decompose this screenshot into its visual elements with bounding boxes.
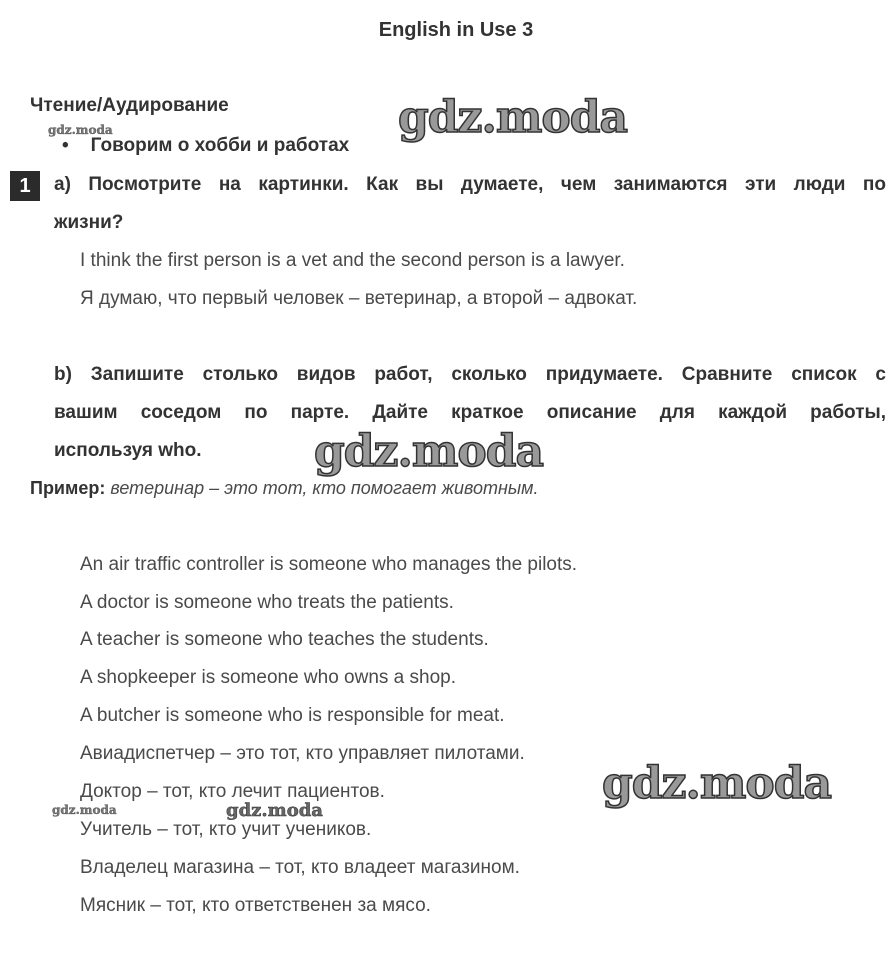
- answer-line: A shopkeeper is someone who owns a shop.: [80, 667, 457, 688]
- part-a-instruction: a) Посмотрите на картинки. Как вы думаете, чем занимаются эти люди по: [54, 174, 886, 195]
- answer-line: Авиадиспетчер – это тот, кто управляет пилотами.: [80, 743, 525, 764]
- example: [30, 478, 539, 499]
- topic-text: Говорим о хобби и работах: [90, 135, 350, 156]
- watermark-logo: gdz.moda: [52, 803, 117, 817]
- part-a-instruction-cont: жизни?: [54, 212, 124, 233]
- answer-line: Доктор – тот, кто лечит пациентов.: [80, 781, 385, 802]
- answer-line: Я думаю, что первый человек – ветеринар, а второй – адвокат.: [80, 288, 638, 309]
- answer-line: Мясник – тот, кто ответственен за мясо.: [80, 895, 431, 916]
- topic-bullet: [62, 135, 349, 157]
- answer-line: A doctor is someone who treats the patients.: [80, 592, 454, 613]
- answer-line: An air traffic controller is someone who manages the pilots.: [80, 554, 578, 575]
- part-b-instruction-cont: вашим соседом по парте. Дайте краткое описание для каждой работы,: [54, 402, 886, 423]
- page-title: English in Use 3: [378, 19, 534, 41]
- part-b-instruction-end: используя who.: [54, 440, 202, 461]
- watermark-logo: gdz.moda: [48, 123, 113, 137]
- example-text: ветеринар – это тот, кто помогает животным.: [110, 478, 539, 498]
- answer-line: I think the first person is a vet and the second person is a lawyer.: [80, 250, 625, 271]
- answer-line: A teacher is someone who teaches the students.: [80, 629, 489, 650]
- watermark-logo: gdz.moda: [226, 800, 323, 821]
- section-heading: Чтение/Аудирование: [30, 95, 229, 116]
- answer-line: Владелец магазина – тот, кто владеет магазином.: [80, 857, 520, 878]
- watermark-logo: gdz.moda: [602, 758, 832, 809]
- bullet-icon: •: [62, 135, 69, 156]
- example-label: Пример:: [30, 478, 106, 498]
- answer-line: A butcher is someone who is responsible for meat.: [80, 705, 505, 726]
- part-b-instruction: b) Запишите столько видов работ, сколько придумаете. Сравните список с: [54, 364, 886, 385]
- answer-line: Учитель – тот, кто учит учеников.: [80, 819, 372, 840]
- watermark-logo: gdz.moda: [398, 92, 628, 143]
- exercise-number-badge: 1: [10, 171, 40, 201]
- watermark-logo: gdz.moda: [314, 426, 544, 477]
